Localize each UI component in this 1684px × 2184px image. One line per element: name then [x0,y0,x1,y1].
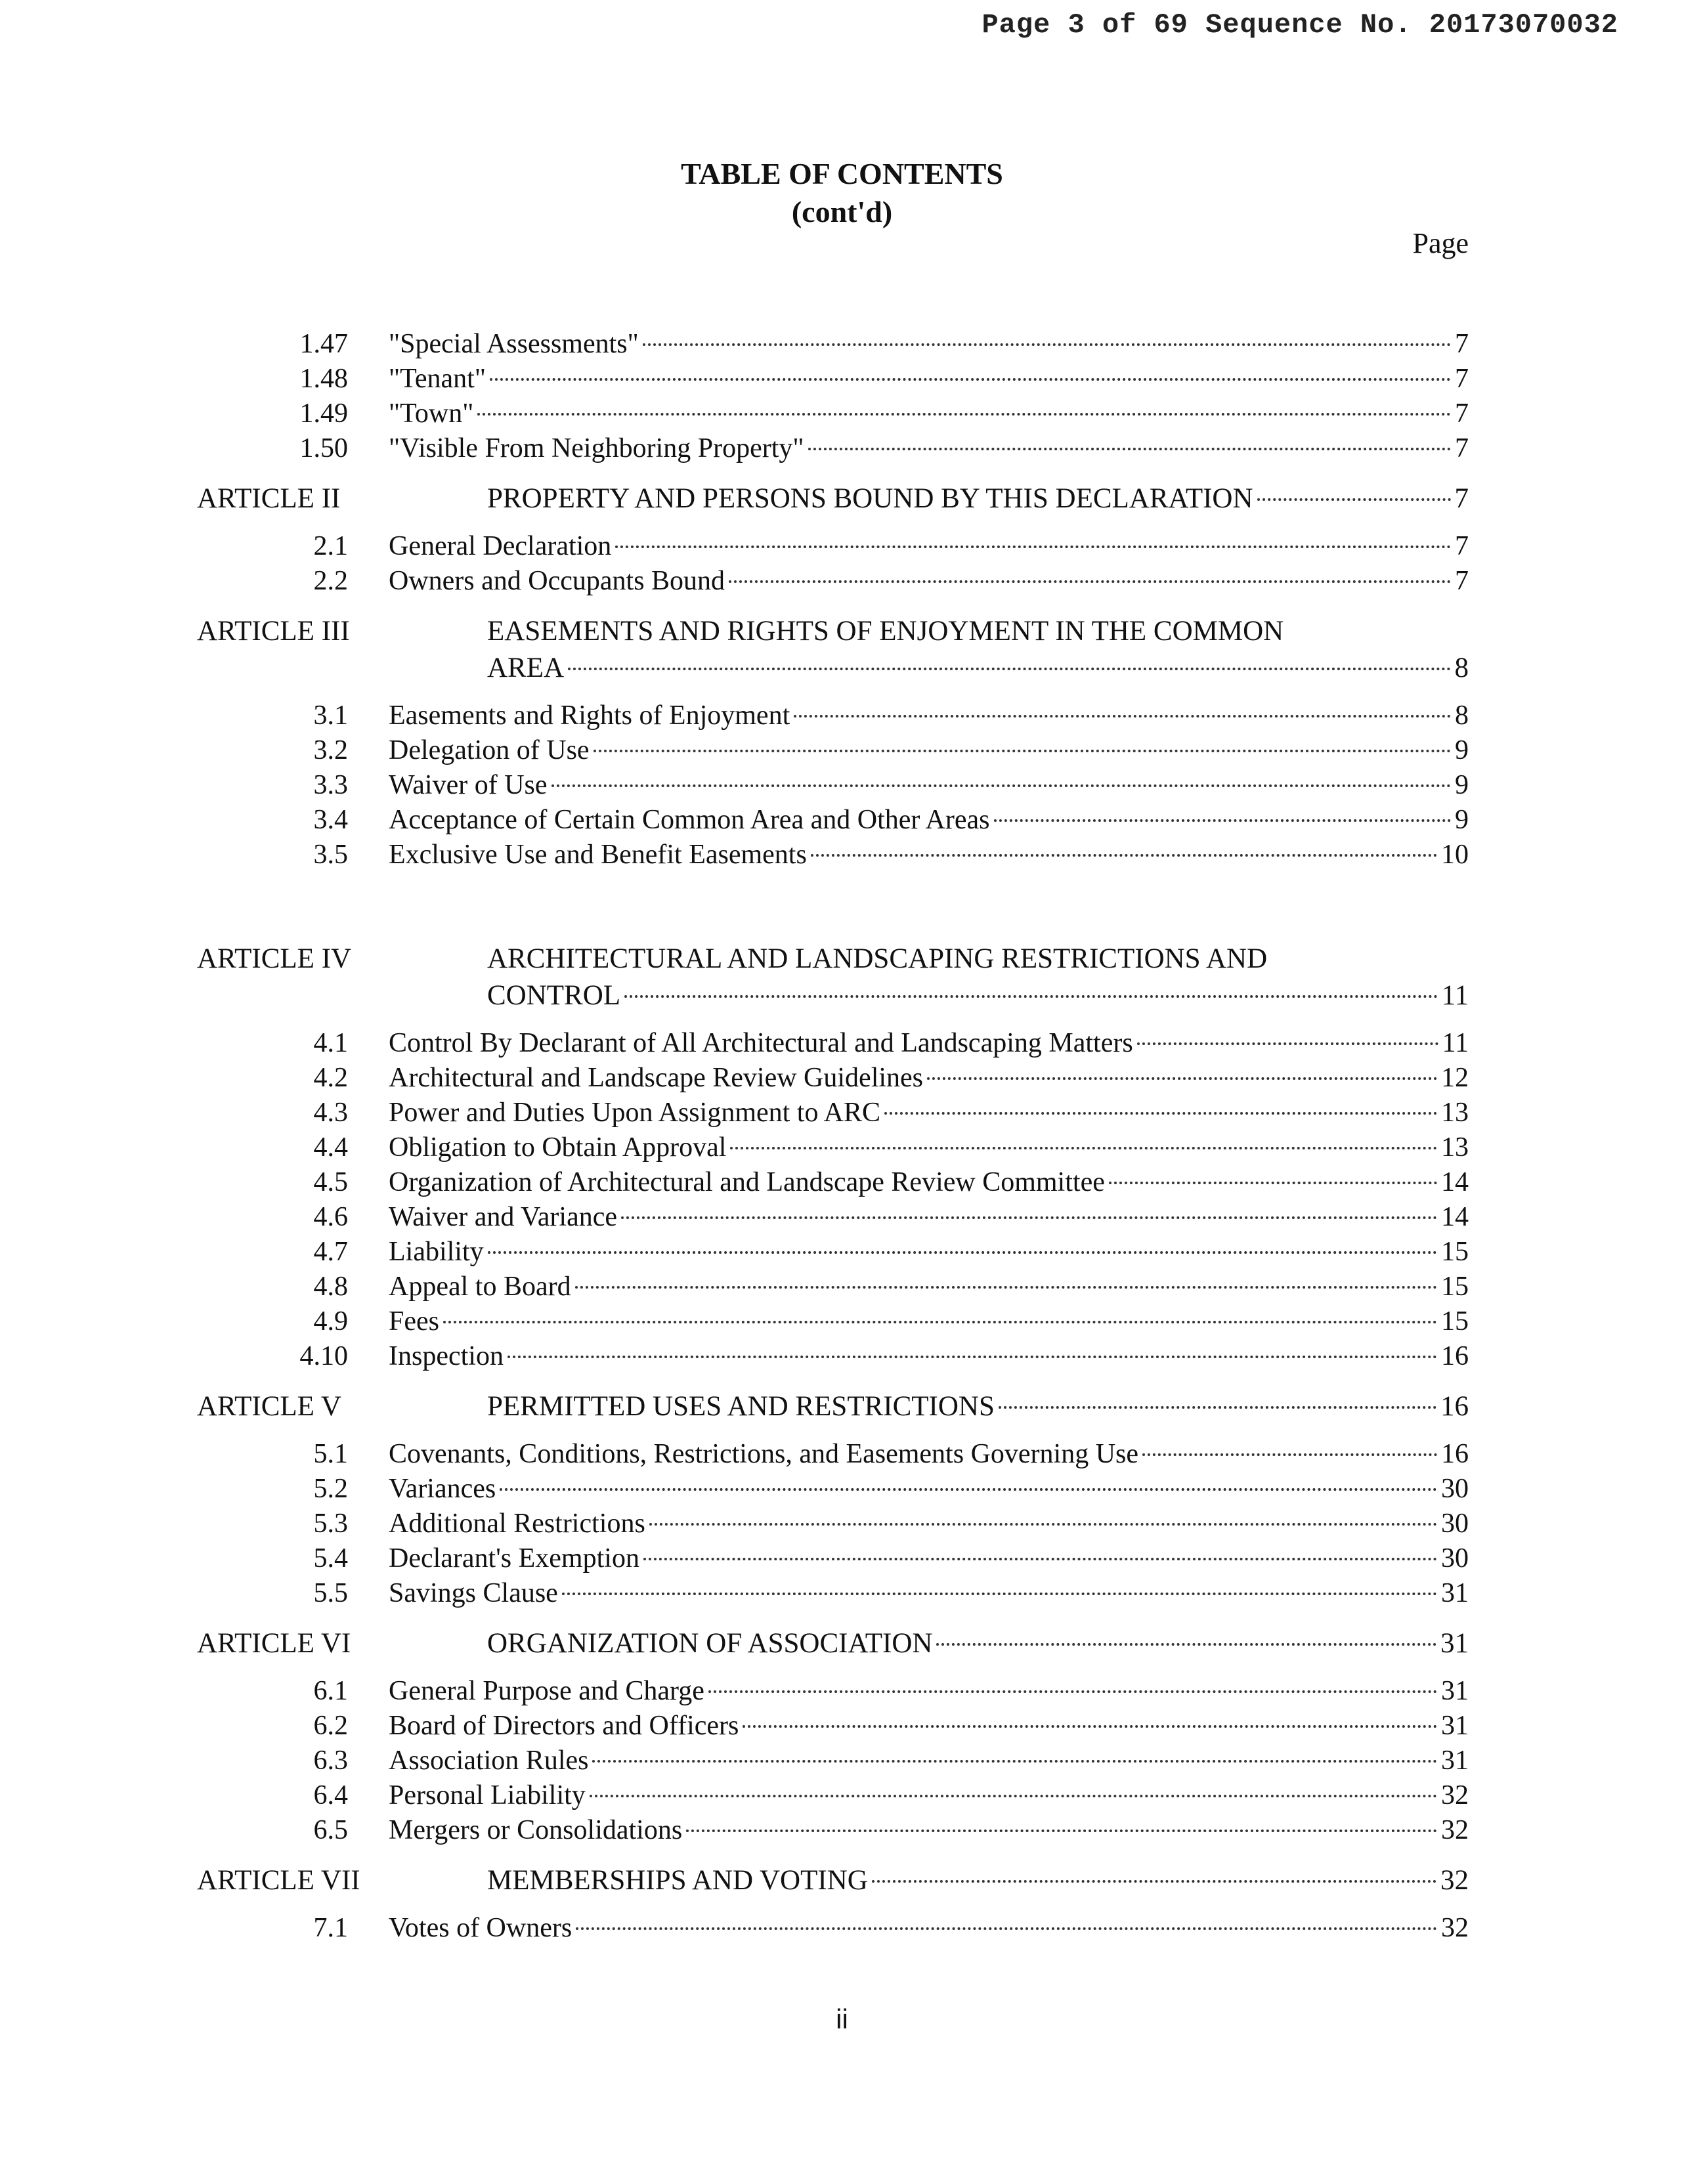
section-page: 12 [1441,1063,1469,1093]
section-title: Easements and Rights of Enjoyment [389,700,790,731]
toc-entry[interactable] [0,1304,1684,1339]
dot-leader [443,1321,1437,1323]
toc-entry[interactable] [0,529,1684,564]
toc-entry[interactable] [0,564,1684,599]
toc-subtitle: (cont'd) [791,195,893,228]
section-page: 13 [1441,1098,1469,1128]
section-number: 3.4 [313,805,348,835]
section-page: 13 [1441,1132,1469,1163]
article-title: PROPERTY AND PERSONS BOUND BY THIS DECLARATION [487,483,1253,514]
section-title: General Purpose and Charge [389,1676,704,1706]
section-page: 9 [1455,770,1469,800]
section-number: 4.9 [313,1306,348,1337]
section-title: Personal Liability [389,1780,586,1810]
dot-leader [1109,1182,1437,1184]
dot-leader [575,1286,1437,1289]
section-title: Board of Directors and Officers [389,1711,739,1741]
article-page: 7 [1454,483,1469,514]
section-title: Power and Duties Upon Assignment to ARC [389,1098,881,1128]
section-page: 9 [1455,735,1469,765]
toc-entry[interactable] [0,1674,1684,1709]
dot-leader [999,1406,1436,1409]
toc-entry[interactable] [0,1130,1684,1165]
dot-leader [643,1558,1437,1560]
dot-leader [1257,498,1451,501]
dot-leader [576,1927,1437,1930]
dot-leader [708,1690,1437,1693]
section-title: Covenants, Conditions, Restrictions, and Easements Governing Use [389,1439,1139,1469]
section-page: 15 [1441,1272,1469,1302]
dot-leader [1142,1453,1437,1456]
article-title: ORGANIZATION OF ASSOCIATION [487,1628,933,1659]
dot-leader [686,1830,1437,1832]
toc-entry[interactable] [0,1709,1684,1744]
section-page: 10 [1441,840,1469,870]
toc-entry[interactable] [0,1096,1684,1130]
dot-leader [624,995,1438,998]
article-title: AREA [487,653,565,683]
toc-entry[interactable] [0,803,1684,838]
dot-leader [590,1795,1437,1797]
section-page: 7 [1455,531,1469,561]
section-title: Liability [389,1237,484,1267]
section-title: Savings Clause [389,1578,558,1608]
section-number: 1.47 [299,329,348,359]
article-title: PERMITTED USES AND RESTRICTIONS [487,1391,995,1422]
dot-leader [592,1760,1437,1763]
article-group [0,941,1684,1374]
dot-leader [643,343,1451,346]
dot-leader [551,784,1451,787]
toc-entry[interactable] [0,1165,1684,1200]
section-title: Architectural and Landscape Review Guidelines [389,1063,924,1093]
toc-entry[interactable] [0,1339,1684,1374]
article-heading[interactable] [0,613,1684,687]
article-group [0,481,1684,599]
section-page: 11 [1442,1028,1469,1058]
section-number: 4.2 [313,1063,348,1093]
section-page: 16 [1441,1341,1469,1371]
footer-page-number: ii [836,2003,848,2034]
section-title: Organization of Architectural and Landscape Review Committee [389,1167,1105,1197]
section-page: 31 [1441,1578,1469,1608]
toc-entry[interactable] [0,1437,1684,1472]
section-page: 7 [1455,398,1469,429]
toc-entry[interactable] [0,1472,1684,1507]
toc-entry[interactable] [0,1507,1684,1541]
section-number: 1.50 [299,433,348,463]
section-title: "Special Assessments" [389,329,639,359]
section-number: 2.1 [313,531,348,561]
section-title: Votes of Owners [389,1913,572,1943]
section-number: 6.1 [313,1676,348,1706]
dot-leader [594,750,1451,752]
section-title: General Declaration [389,531,612,561]
dot-leader [507,1356,1437,1358]
section-page: 30 [1441,1509,1469,1539]
toc-entry[interactable] [0,733,1684,768]
toc-entry[interactable] [0,1200,1684,1235]
toc-entry[interactable] [0,1061,1684,1096]
section-title: "Visible From Neighboring Property" [389,433,804,463]
dot-leader [615,546,1451,548]
section-page: 31 [1441,1676,1469,1706]
section-number: 4.8 [313,1272,348,1302]
dot-leader [621,1216,1437,1219]
dot-leader [488,1251,1437,1254]
toc-title: TABLE OF CONTENTS [681,157,1003,190]
section-number: 5.5 [313,1578,348,1608]
article-group [0,613,1684,872]
article-label: ARTICLE IV [197,943,352,974]
section-number: 6.3 [313,1745,348,1776]
dot-leader [872,1880,1436,1883]
toc-entry[interactable] [0,327,1684,362]
toc-entry[interactable] [0,1026,1684,1061]
section-title: Fees [389,1306,439,1337]
section-number: 7.1 [313,1913,348,1943]
article-page: 16 [1440,1391,1469,1422]
article-page: 32 [1440,1865,1469,1896]
section-title: "Town" [389,398,474,429]
section-title: Exclusive Use and Benefit Easements [389,840,807,870]
section-number: 5.1 [313,1439,348,1469]
section-page: 14 [1441,1167,1469,1197]
dot-leader [808,448,1451,450]
section-page: 31 [1441,1711,1469,1741]
section-number: 1.49 [299,398,348,429]
toc-entry[interactable] [0,1813,1684,1848]
section-title: Waiver of Use [389,770,548,800]
section-page: 14 [1441,1202,1469,1232]
section-title: Waiver and Variance [389,1202,617,1232]
article-title: EASEMENTS AND RIGHTS OF ENJOYMENT IN THE COMMON [487,616,1284,647]
section-number: 3.5 [313,840,348,870]
article-title: MEMBERSHIPS AND VOTING [487,1865,868,1896]
section-page: 7 [1455,364,1469,394]
section-number: 2.2 [313,566,348,596]
dot-leader [500,1488,1437,1491]
section-number: 5.2 [313,1474,348,1504]
dot-leader [994,819,1452,822]
dot-leader [729,580,1451,583]
article-label: ARTICLE VII [197,1865,360,1896]
toc-entry[interactable] [0,396,1684,431]
section-number: 6.2 [313,1711,348,1741]
article-group [0,1862,1684,1946]
article-page: 11 [1441,980,1469,1011]
dot-leader [649,1523,1437,1526]
dot-leader [490,378,1451,381]
toc-entry[interactable] [0,362,1684,396]
section-title: Owners and Occupants Bound [389,566,725,596]
section-page: 7 [1455,433,1469,463]
section-title: Inspection [389,1341,504,1371]
section-number: 4.4 [313,1132,348,1163]
section-title: Mergers or Consolidations [389,1815,683,1845]
article-label: ARTICLE II [197,483,341,514]
article-label: ARTICLE III [197,616,350,647]
article-heading[interactable] [0,941,1684,1014]
toc-entry[interactable] [0,1541,1684,1576]
section-page: 7 [1455,566,1469,596]
section-page: 7 [1455,329,1469,359]
dot-leader [1137,1042,1438,1045]
toc-entry[interactable] [0,768,1684,803]
section-title: Declarant's Exemption [389,1543,639,1574]
section-page: 8 [1455,700,1469,731]
section-page: 32 [1441,1780,1469,1810]
toc-entry[interactable] [0,1270,1684,1304]
article-label: ARTICLE V [197,1391,341,1422]
section-number: 5.4 [313,1543,348,1574]
section-page: 32 [1441,1913,1469,1943]
dot-leader [811,854,1437,857]
article-label: ARTICLE VI [197,1628,351,1659]
document-header: Page 3 of 69 Sequence No. 20173070032 [982,9,1618,41]
page-column-label: Page [1412,227,1469,259]
section-page: 15 [1441,1237,1469,1267]
article-heading[interactable] [0,1862,1684,1899]
article-group [0,1388,1684,1611]
section-title: Appeal to Board [389,1272,571,1302]
section-page: 16 [1441,1439,1469,1469]
section-page: 30 [1441,1543,1469,1574]
section-title: "Tenant" [389,364,486,394]
section-page: 32 [1441,1815,1469,1845]
toc-entry[interactable] [0,1778,1684,1813]
section-title: Association Rules [389,1745,589,1776]
dot-leader [794,715,1451,717]
toc-entry[interactable] [0,1744,1684,1778]
section-title: Control By Declarant of All Architectural and Landscaping Matters [389,1028,1133,1058]
section-number: 3.1 [313,700,348,731]
toc-list [0,327,1684,1959]
section-number: 6.5 [313,1815,348,1845]
section-number: 4.10 [299,1341,348,1371]
section-number: 3.3 [313,770,348,800]
article-page: 8 [1454,653,1469,683]
section-title: Acceptance of Certain Common Area and Other Areas [389,805,990,835]
section-number: 3.2 [313,735,348,765]
dot-leader [884,1112,1437,1115]
toc-entry[interactable] [0,838,1684,872]
section-page: 15 [1441,1306,1469,1337]
toc-entry[interactable] [0,698,1684,733]
article-page: 31 [1440,1628,1469,1659]
article-group [0,1625,1684,1848]
section-number: 4.3 [313,1098,348,1128]
section-number: 4.1 [313,1028,348,1058]
section-number: 4.7 [313,1237,348,1267]
dot-leader [477,413,1451,416]
toc-entry[interactable] [0,1576,1684,1611]
section-number: 1.48 [299,364,348,394]
intro-entries [0,327,1684,466]
section-page: 9 [1455,805,1469,835]
section-page: 30 [1441,1474,1469,1504]
section-title: Delegation of Use [389,735,590,765]
article-heading[interactable] [0,1625,1684,1662]
article-title: CONTROL [487,980,621,1011]
section-number: 4.6 [313,1202,348,1232]
section-number: 4.5 [313,1167,348,1197]
dot-leader [936,1643,1436,1646]
article-heading[interactable] [0,481,1684,517]
article-heading[interactable] [0,1388,1684,1425]
toc-entry[interactable] [0,1235,1684,1270]
dot-leader [743,1725,1437,1728]
dot-leader [927,1077,1437,1080]
section-title: Obligation to Obtain Approval [389,1132,727,1163]
toc-entry[interactable] [0,431,1684,466]
dot-leader [730,1147,1437,1149]
section-title: Additional Restrictions [389,1509,645,1539]
section-number: 6.4 [313,1780,348,1810]
toc-entry[interactable] [0,1911,1684,1946]
dot-leader [568,668,1450,670]
articles [0,481,1684,1946]
section-page: 31 [1441,1745,1469,1776]
section-number: 5.3 [313,1509,348,1539]
article-title: ARCHITECTURAL AND LANDSCAPING RESTRICTIONS AND [487,943,1268,974]
section-title: Variances [389,1474,496,1504]
dot-leader [562,1593,1437,1595]
